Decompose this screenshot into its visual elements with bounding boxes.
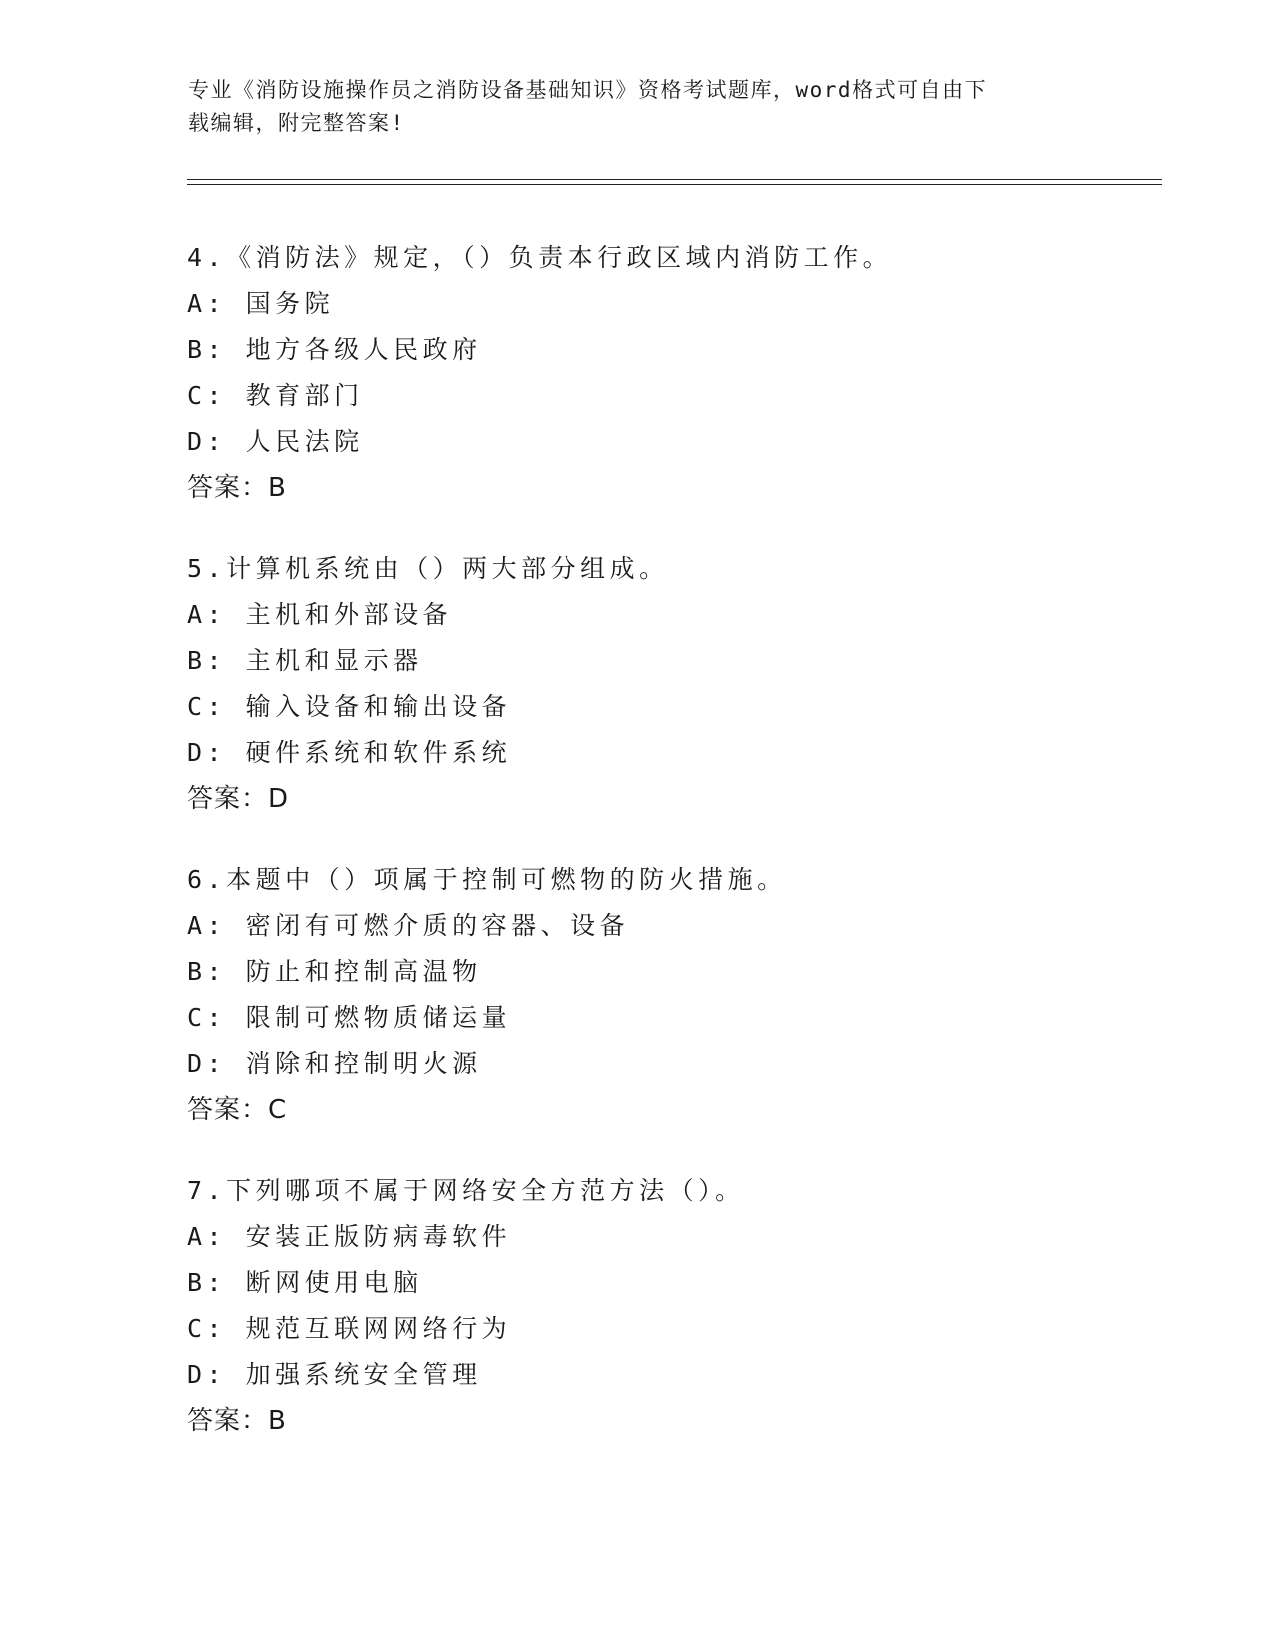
option-c: C: 规范互联网网络行为 — [187, 1314, 512, 1343]
option-b: B: 地方各级人民政府 — [187, 335, 482, 364]
document-header — [188, 74, 1088, 140]
option-b: B: 防止和控制高温物 — [187, 957, 482, 986]
option-d: D: 加强系统安全管理 — [187, 1360, 482, 1389]
option-a: A: 安装正版防病毒软件 — [187, 1222, 512, 1251]
question-stem: 7.下列哪项不属于网络安全方范方法（）。 — [187, 1176, 745, 1205]
answer-line: 答案：D — [187, 784, 290, 814]
option-d: D: 消除和控制明火源 — [187, 1049, 482, 1078]
option-b: B: 断网使用电脑 — [187, 1268, 423, 1297]
question-item — [187, 235, 1137, 511]
header-divider-top — [187, 179, 1162, 180]
answer-line: 答案：B — [187, 473, 287, 503]
option-c: C: 输入设备和输出设备 — [187, 692, 512, 721]
header-line-1: 专业《消防设施操作员之消防设备基础知识》资格考试题库，word格式可自由下 — [188, 78, 988, 102]
question-list — [187, 235, 1137, 1479]
question-stem: 5.计算机系统由（）两大部分组成。 — [187, 554, 669, 583]
question-item — [187, 1168, 1137, 1444]
question-stem: 4.《消防法》规定，（）负责本行政区域内消防工作。 — [187, 243, 893, 272]
answer-line: 答案：B — [187, 1406, 287, 1436]
option-a: A: 密闭有可燃介质的容器、设备 — [187, 911, 630, 940]
option-a: A: 主机和外部设备 — [187, 600, 453, 629]
question-item — [187, 546, 1137, 822]
header-line-2: 载编辑，附完整答案! — [188, 111, 405, 135]
answer-line: 答案：C — [187, 1095, 288, 1125]
option-b: B: 主机和显示器 — [187, 646, 423, 675]
option-a: A: 国务院 — [187, 289, 335, 318]
question-item — [187, 857, 1137, 1133]
option-c: C: 限制可燃物质储运量 — [187, 1003, 512, 1032]
option-d: D: 人民法院 — [187, 427, 364, 456]
question-stem: 6.本题中（）项属于控制可燃物的防火措施。 — [187, 865, 787, 894]
option-d: D: 硬件系统和软件系统 — [187, 738, 512, 767]
option-c: C: 教育部门 — [187, 381, 364, 410]
header-divider-bottom — [187, 184, 1162, 185]
